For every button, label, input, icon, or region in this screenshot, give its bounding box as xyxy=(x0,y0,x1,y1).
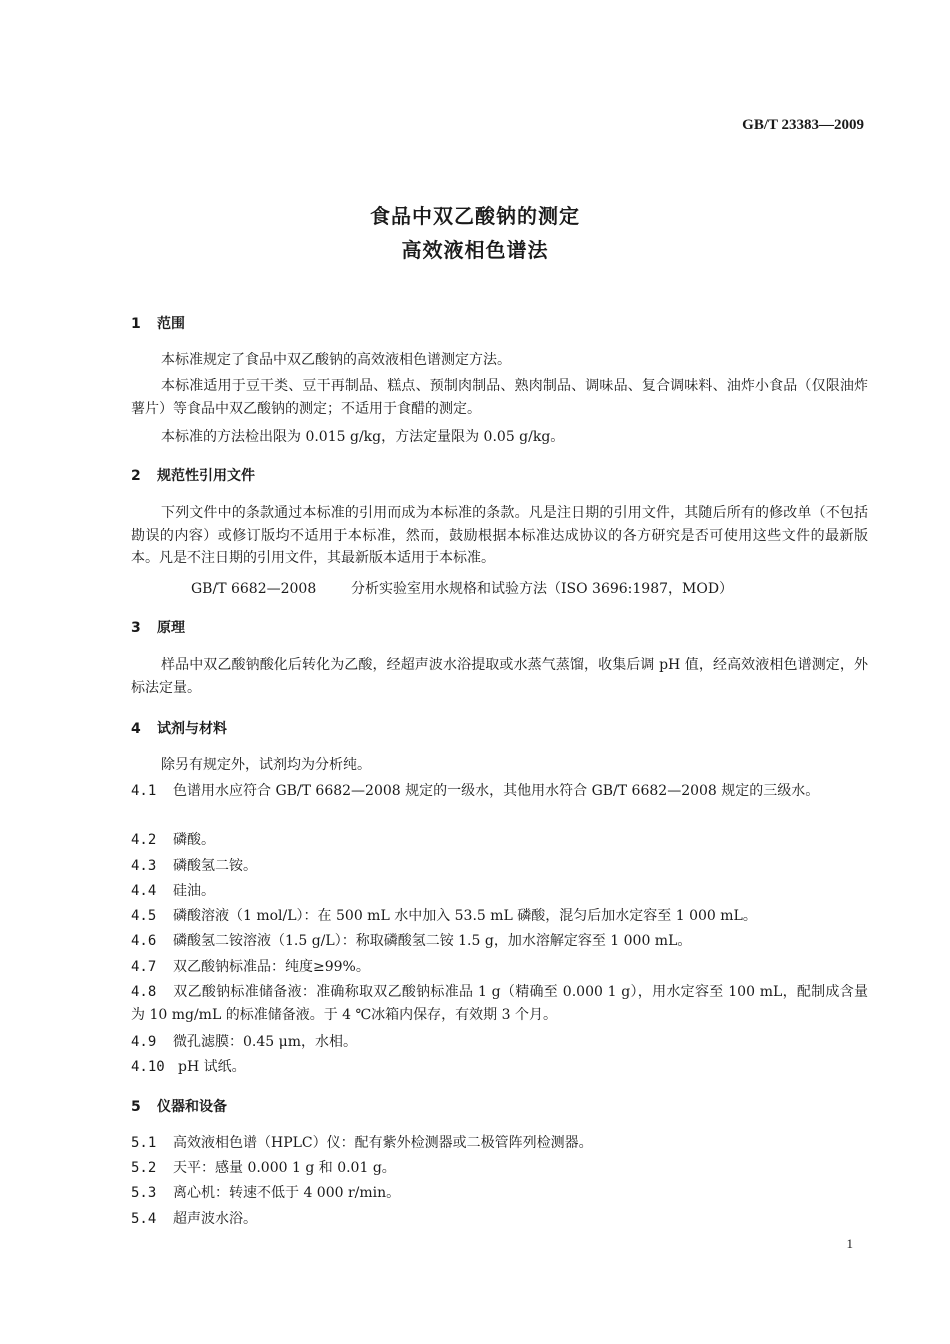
list-item xyxy=(131,855,868,878)
section-heading-principle xyxy=(131,617,185,637)
list-item xyxy=(131,1056,868,1079)
item-text: pH 试纸。 xyxy=(178,1059,246,1075)
item-text: 超声波水浴。 xyxy=(173,1211,257,1227)
item-text: 微孔滤膜：0.45 μm，水相。 xyxy=(173,1034,357,1050)
item-number: 4.6 xyxy=(131,933,157,949)
section-title: 规范性引用文件 xyxy=(157,468,255,484)
item-number: 4.8 xyxy=(131,984,157,1000)
item-number: 5.2 xyxy=(131,1160,157,1176)
item-number: 4.10 xyxy=(131,1059,165,1075)
item-number: 4.2 xyxy=(131,832,157,848)
page-number: 1 xyxy=(846,1236,853,1251)
list-item xyxy=(131,1031,868,1054)
section-title: 仪器和设备 xyxy=(157,1099,227,1115)
item-number: 5.4 xyxy=(131,1211,157,1227)
reference-title: 分析实验室用水规格和试验方法（ISO 3696:1987，MOD） xyxy=(351,581,734,597)
section-heading-reagents xyxy=(131,718,227,738)
section-title: 试剂与材料 xyxy=(157,721,227,737)
item-text: 磷酸溶液（1 mol/L）：在 500 mL 水中加入 53.5 mL 磷酸，混匀后加水定容至 1 000 mL。 xyxy=(173,908,757,924)
item-text: 硅油。 xyxy=(173,883,215,899)
paragraph: 本标准的方法检出限为 0.015 g/kg，方法定量限为 0.05 g/kg。 xyxy=(161,429,565,445)
item-text: 磷酸氢二铵。 xyxy=(173,858,257,874)
section-title: 原理 xyxy=(157,620,185,636)
item-number: 4.4 xyxy=(131,883,157,899)
section-number: 3 xyxy=(131,620,141,636)
list-item xyxy=(131,956,868,979)
item-text: 高效液相色谱（HPLC）仪：配有紫外检测器或二极管阵列检测器。 xyxy=(173,1135,593,1151)
list-item xyxy=(131,829,868,852)
paragraph: 除另有规定外，试剂均为分析纯。 xyxy=(161,757,371,773)
list-item xyxy=(131,780,868,803)
item-number: 4.5 xyxy=(131,908,157,924)
item-number: 4.1 xyxy=(131,783,157,799)
item-text: 双乙酸钠标准品：纯度≥99%。 xyxy=(173,959,370,975)
reference-code: GB/T 6682—2008 xyxy=(191,581,317,597)
section-number: 1 xyxy=(131,316,141,332)
document-title: 食品中双乙酸钠的测定 xyxy=(370,204,580,228)
item-text: 离心机：转速不低于 4 000 r/min。 xyxy=(173,1185,401,1201)
list-item xyxy=(131,1157,868,1180)
item-number: 4.7 xyxy=(131,959,157,975)
list-item xyxy=(131,1132,868,1155)
list-item xyxy=(131,981,868,1027)
section-number: 4 xyxy=(131,721,141,737)
list-item xyxy=(131,1208,868,1231)
item-number: 4.9 xyxy=(131,1034,157,1050)
paragraph: 样品中双乙酸钠酸化后转化为乙酸，经超声波水浴提取或水蒸气蒸馏，收集后调 pH 值，经高效液相色谱测定，外标法定量。 xyxy=(131,657,868,696)
paragraph: 本标准适用于豆干类、豆干再制品、糕点、预制肉制品、熟肉制品、调味品、复合调味料、油炸小食品（仅限油炸薯片）等食品中双乙酸钠的测定；不适用于食醋的测定。 xyxy=(131,378,868,417)
item-text: 磷酸。 xyxy=(173,832,215,848)
item-number: 5.1 xyxy=(131,1135,157,1151)
standard-code: GB/T 23383—2009 xyxy=(742,117,864,133)
section-heading-apparatus xyxy=(131,1096,227,1116)
section-number: 2 xyxy=(131,468,141,484)
section-number: 5 xyxy=(131,1099,141,1115)
item-number: 4.3 xyxy=(131,858,157,874)
paragraph: 本标准规定了食品中双乙酸钠的高效液相色谱测定方法。 xyxy=(161,352,511,368)
section-heading-normative-references xyxy=(131,465,255,485)
reference-entry xyxy=(131,578,868,601)
item-text: 色谱用水应符合 GB/T 6682—2008 规定的一级水，其他用水符合 GB/T 6682—2008 规定的三级水。 xyxy=(173,783,820,799)
item-text: 磷酸氢二铵溶液（1.5 g/L）：称取磷酸氢二铵 1.5 g，加水溶解定容至 1 000 mL。 xyxy=(173,933,692,949)
item-number: 5.3 xyxy=(131,1185,157,1201)
list-item xyxy=(131,880,868,903)
item-text: 天平：感量 0.000 1 g 和 0.01 g。 xyxy=(173,1160,396,1176)
section-title: 范围 xyxy=(157,316,185,332)
list-item xyxy=(131,905,868,928)
document-subtitle: 高效液相色谱法 xyxy=(401,238,549,262)
list-item xyxy=(131,1182,868,1205)
list-item xyxy=(131,930,868,953)
paragraph: 下列文件中的条款通过本标准的引用而成为本标准的条款。凡是注日期的引用文件，其随后所有的修改单（不包括勘误的内容）或修订版均不适用于本标准，然而，鼓励根据本标准达成协议的各方研究是否可使用这些文件的最新版本。凡是不注日期的引用文件，其最新版本适用于本标准。 xyxy=(131,505,868,566)
section-heading-scope xyxy=(131,313,185,333)
item-text: 双乙酸钠标准储备液：准确称取双乙酸钠标准品 1 g（精确至 0.000 1 g），用水定容至 100 mL，配制成含量为 10 mg/mL 的标准储备液。于 4 ℃冰箱内保存，有效期 3 个月。 xyxy=(131,984,868,1023)
